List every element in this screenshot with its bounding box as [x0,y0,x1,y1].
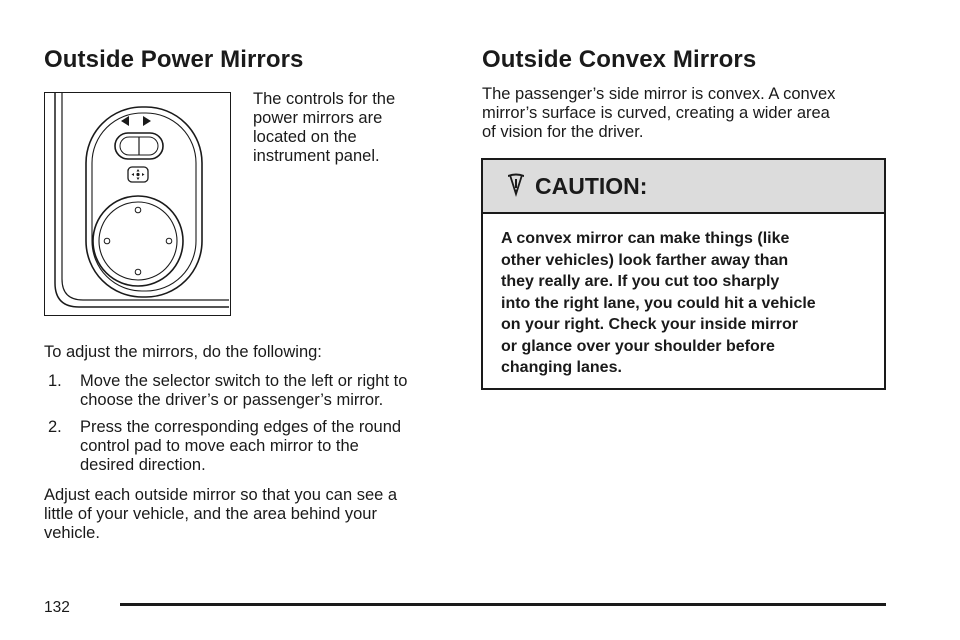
page-number: 132 [44,599,70,616]
heading-outside-power-mirrors: Outside Power Mirrors [44,46,304,73]
step-text-line: choose the driver’s or passenger’s mirror. [80,391,384,409]
mirror-control-figure [44,92,231,316]
closing-line: Adjust each outside mirror so that you can see a [44,486,398,504]
figure-caption-line: power mirrors are [253,109,383,127]
convex-intro [482,85,835,142]
caution-icon [505,172,527,198]
step-text-line: control pad to move each mirror to the [80,437,359,455]
caution-line: changing lanes. [501,359,622,376]
caution-header [483,160,884,214]
closing-line: little of your vehicle, and the area behind your [44,505,377,523]
caution-line: they really are. If you cut too sharply [501,273,780,290]
closing-paragraph [44,486,397,543]
heading-outside-convex-mirrors: Outside Convex Mirrors [482,46,757,73]
mirror-control-illustration [45,93,229,314]
step-text-line: desired direction. [80,456,206,474]
convex-intro-line: The passenger’s side mirror is convex. A convex [482,85,836,103]
caution-line: into the right lane, you could hit a vehicle [501,294,816,312]
figure-caption [253,90,443,166]
step-number: 1. [48,372,62,390]
caution-title: CAUTION: [535,173,648,199]
caution-box [481,158,886,390]
step-text-line: Press the corresponding edges of the round [80,418,402,436]
convex-intro-line: mirror’s surface is curved, creating a wider area [482,104,830,122]
caution-line: on your right. Check your inside mirror [501,316,798,333]
caution-body [501,228,871,379]
figure-caption-line: instrument panel. [253,147,380,165]
caution-line: other vehicles) look farther away than [501,251,789,269]
closing-line: vehicle. [44,524,100,542]
step-text-line: Move the selector switch to the left or right to [80,372,408,390]
step-number: 2. [48,418,62,436]
adjust-intro: To adjust the mirrors, do the following: [44,343,322,361]
figure-caption-line: located on the [253,128,357,146]
caution-line: or glance over your shoulder before [501,337,775,355]
figure-caption-line: The controls for the [253,90,396,108]
caution-line: A convex mirror can make things (like [501,230,790,247]
footer-rule [120,603,886,606]
convex-intro-line: of vision for the driver. [482,123,644,141]
